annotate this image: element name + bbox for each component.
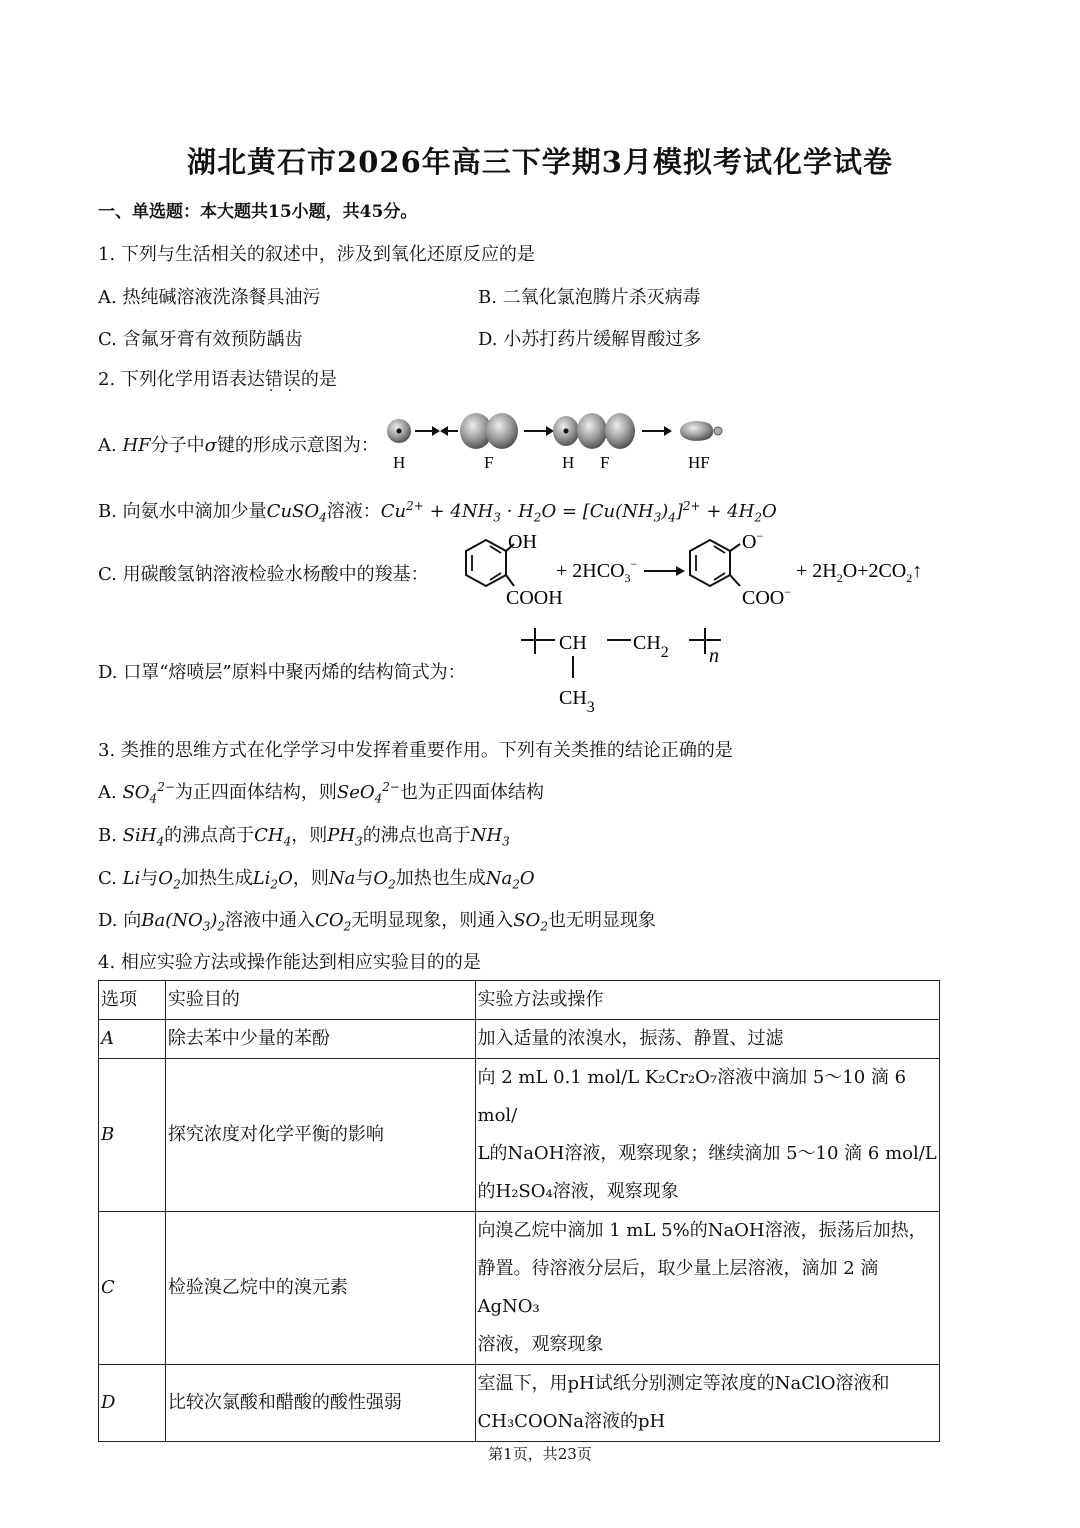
- header-option: 选项: [99, 981, 166, 1020]
- arrowhead-right-3: [664, 426, 672, 436]
- row-b-purpose: 探究浓度对化学平衡的影响: [165, 1059, 475, 1212]
- polypropylene-structure: [515, 618, 735, 718]
- label-hf: HF: [688, 453, 710, 472]
- q2-b-prefix: B. 向氨水中滴加少量: [98, 501, 267, 522]
- arrowhead-right-1: [432, 426, 440, 436]
- q4-stem: 4. 相应实验方法或操作能达到相应实验目的的是: [98, 952, 481, 973]
- q1-option-c: C. 含氟牙膏有效预防龋齿: [98, 329, 303, 350]
- header-method: 实验方法或操作: [475, 981, 940, 1020]
- q1-option-b: B. 二氧化氯泡腾片杀灭病毒: [478, 287, 701, 308]
- row-c-method: 向溴乙烷中滴加 1 mL 5%的NaOH溶液，振荡后加热， 静置。待溶液分层后，取少量上层溶液，滴加 2 滴AgNO₃ 溶液，观察现象: [475, 1212, 940, 1365]
- q3-option-a: A. $SO_4^{2-}$为正四面体结构，则SeO$_4^{2-}$也为正四面体结构: [98, 780, 544, 806]
- ring2-o-bond: [730, 544, 740, 551]
- q1-option-a: A. 热纯碱溶液洗涤餐具油污: [98, 287, 321, 308]
- row-c-purpose: 检验溴乙烷中的溴元素: [165, 1212, 475, 1365]
- row-d-method: 室温下，用pH试纸分别测定等浓度的NaClO溶液和 CH₃COONa溶液的pH: [475, 1365, 940, 1442]
- q2-option-c-text: C. 用碳酸氢钠溶液检验水杨酸中的羧基：: [98, 564, 429, 585]
- q2-b-cuso4: CuSO$_4$: [266, 501, 327, 525]
- hf-small-lobe: [714, 427, 722, 435]
- row-b-option: B: [99, 1059, 166, 1212]
- label-h-1: H: [393, 453, 406, 472]
- label-h-2: H: [562, 453, 575, 472]
- q2-b-mid: 溶液：: [326, 501, 381, 522]
- q2-a-suffix: 键的形成示意图为：: [216, 435, 379, 456]
- f-p-lobe-right: [486, 413, 518, 449]
- table-header-row: [99, 981, 940, 1020]
- row-a-option: A: [99, 1020, 166, 1059]
- overlap-f-lobe-left: [577, 413, 607, 449]
- experiment-table: [98, 980, 940, 1442]
- q2-a-hf: HF: [122, 435, 151, 456]
- q3-stem: 3. 类推的思维方式在化学学习中发挥着重要作用。下列有关类推的结论正确的是: [98, 740, 733, 761]
- salicylic-acid-reaction-figure: [440, 528, 940, 612]
- pp-ch2: $CH_2$: [633, 632, 669, 661]
- q3-option-c: C. Li与$O_2$加热生成$Li_2O$，则Na与$O_2$加热也生成$Na_2O$: [98, 868, 535, 892]
- overlap-f-lobe-right: [605, 413, 635, 449]
- ring2-coo-bond: [730, 575, 740, 586]
- q2-stem-emphasis: 错误 · ·: [265, 369, 301, 390]
- overlap-h-nucleus: [564, 429, 569, 434]
- q3-option-d: D. 向$Ba(NO_3)_2$溶液中通入$CO_2$无明显现象，则通入$SO_2$也无明显现象: [98, 910, 656, 934]
- reaction-arrowhead: [676, 566, 685, 576]
- q2-option-d-text: D. 口罩“熔喷层”原料中聚丙烯的结构简式为：: [98, 662, 466, 683]
- ring2-o-minus-label: O−: [742, 529, 764, 553]
- ring1-cooh-bond: [506, 575, 514, 586]
- q2-a-mid: 分子中: [150, 435, 205, 456]
- products-h2o-co2: + $2H_2O+2CO_2↑$: [796, 560, 923, 585]
- q2-stem-prefix: 2. 下列化学用语表达: [98, 369, 265, 390]
- ring1-oh-label: OH: [508, 531, 537, 553]
- ring2-coo-minus-label: COO−: [742, 585, 792, 609]
- row-c-option: C: [99, 1212, 166, 1365]
- ring1-cooh-label: COOH: [506, 587, 563, 609]
- q2-option-a: [98, 431, 379, 457]
- h-nucleus-dot: [397, 429, 402, 434]
- hf-sigma-bond-figure: [380, 408, 740, 478]
- q2-option-b: [98, 497, 777, 525]
- arrowhead-right-2: [546, 426, 554, 436]
- header-purpose: 实验目的: [165, 981, 475, 1020]
- hf-sigma-orbital: [680, 421, 713, 441]
- table-row: [99, 1059, 940, 1212]
- q2-b-equation: $Cu^{2+} + 4NH_3 \cdot H_2O = [Cu(NH_3)_4]^{2+} + 4H_2O$: [380, 499, 777, 525]
- q2-stem: [98, 365, 337, 391]
- q1-stem: 1. 下列与生活相关的叙述中，涉及到氧化还原反应的是: [98, 244, 535, 265]
- table-row: [99, 1212, 940, 1365]
- page-footer: 第1页，共23页: [488, 1445, 592, 1463]
- q3-option-b: B. SiH$_4$的沸点高于$CH_4$，则$PH_3$的沸点也高于$NH_3$: [98, 825, 510, 849]
- row-a-method: 加入适量的浓溴水，振荡、静置、过滤: [475, 1020, 940, 1059]
- q1-option-d: D. 小苏打药片缓解胃酸过多: [478, 329, 702, 350]
- pp-ch: CH: [559, 632, 587, 654]
- label-f-1: F: [484, 453, 494, 472]
- page-title: 湖北黄石市2026年高三下学期3月模拟考试化学试卷: [187, 145, 893, 179]
- row-d-purpose: 比较次氯酸和醋酸的酸性强弱: [165, 1365, 475, 1442]
- table-row: [99, 1365, 940, 1442]
- q2-a-sigma: σ: [204, 435, 217, 456]
- row-b-method: 向 2 mL 0.1 mol/L K₂Cr₂O₇溶液中滴加 5～10 滴 6 mol/ L的NaOH溶液，观察现象；继续滴加 5～10 滴 6 mol/L 的H₂SO₄溶液，观察现象: [475, 1059, 940, 1212]
- q2-a-prefix: A.: [98, 435, 123, 456]
- q2-stem-suffix: 的是: [300, 369, 337, 390]
- pp-ch3: $CH_3$: [559, 687, 595, 716]
- row-a-purpose: 除去苯中少量的苯酚: [165, 1020, 475, 1059]
- table-row: [99, 1020, 940, 1059]
- section-header: 一、单选题：本大题共15小题，共45分。: [98, 202, 418, 222]
- arrowhead-left-1: [440, 426, 448, 436]
- row-d-option: D: [99, 1365, 166, 1442]
- label-f-2: F: [600, 453, 610, 472]
- reagent-hco3: + $2HCO_3^-$: [556, 557, 638, 585]
- pp-n: n: [709, 645, 719, 667]
